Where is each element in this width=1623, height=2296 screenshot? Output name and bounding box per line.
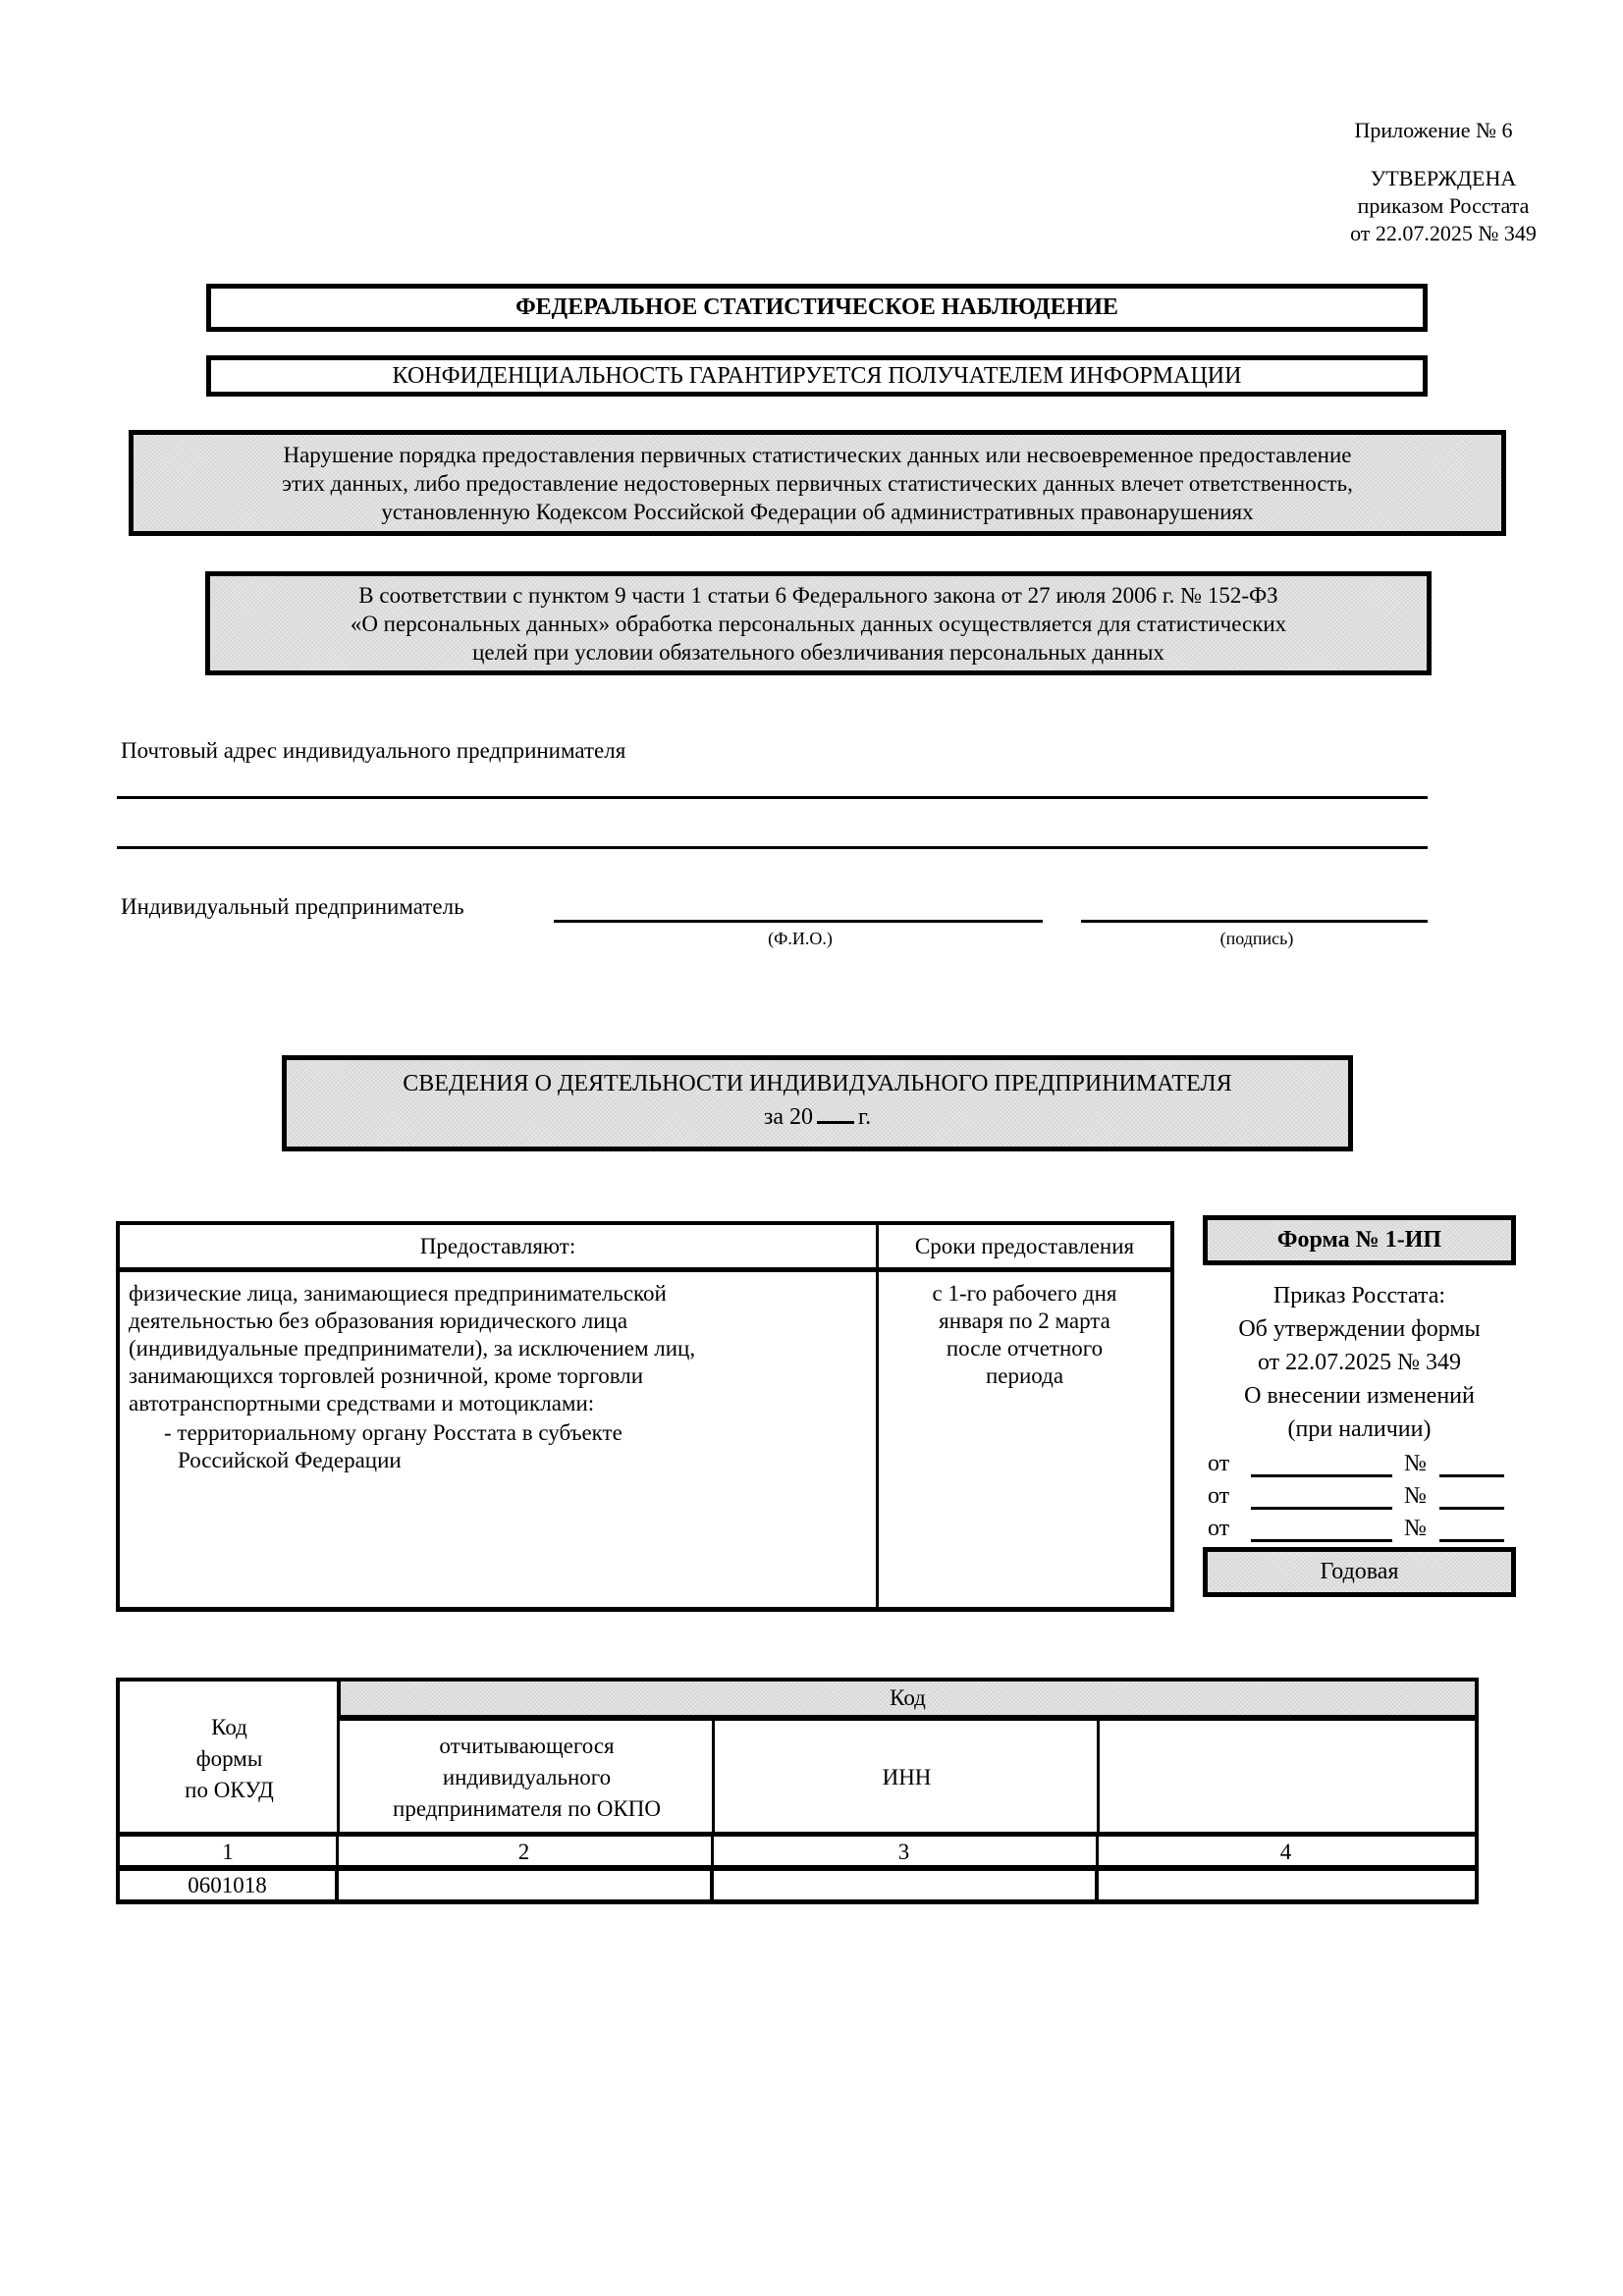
fio-field[interactable] [554, 920, 1043, 923]
approval-line: от 22.07.2025 № 349 [1350, 221, 1537, 245]
form-number-box: Форма № 1-ИП [1203, 1215, 1516, 1265]
approval-note [1267, 165, 1620, 247]
header-deadline: Сроки предоставления [914, 1233, 1135, 1258]
okpo-header [337, 1719, 714, 1836]
violation-notice [129, 430, 1506, 536]
text-line: периода [985, 1363, 1064, 1388]
code-table [116, 1678, 1479, 1913]
notice-line: Нарушение порядка предоставления первичных статистических данных или несвоевременное предоставление [283, 443, 1352, 467]
report-title: СВЕДЕНИЯ О ДЕЯТЕЛЬНОСТИ ИНДИВИДУАЛЬНОГО ПРЕДПРИНИМАТЕЛЯ [403, 1071, 1232, 1096]
recipient-item [129, 1419, 865, 1474]
from-label: от [1208, 1516, 1230, 1541]
text-line: с 1-го рабочего дня [932, 1281, 1117, 1306]
signature-caption: (подпись) [1219, 929, 1294, 948]
okpo-value-field[interactable] [337, 1865, 714, 1904]
order-line: (при наличии) [1287, 1416, 1432, 1442]
amendment-number-field[interactable] [1439, 1539, 1504, 1542]
notice-line: «О персональных данных» обработка персональных данных осуществляется для статистических [350, 612, 1287, 636]
personal-data-notice [205, 571, 1432, 675]
amendment-row [1208, 1451, 1512, 1484]
notice-line: целей при условии обязательного обезличивания персональных данных [472, 640, 1164, 665]
header-line: предпринимателя по ОКПО [393, 1795, 661, 1821]
deadline-text [879, 1280, 1170, 1390]
year-suffix: г. [858, 1104, 872, 1130]
signature-field[interactable] [1081, 920, 1428, 923]
header-line: формы [195, 1745, 263, 1771]
amendment-date-field[interactable] [1251, 1474, 1392, 1477]
notice-line: установленную Кодексом Российской Федерации об административных правонарушениях [381, 500, 1254, 524]
text-line: деятельностью без образования юридического лица [129, 1308, 628, 1333]
header-line: индивидуального [442, 1764, 612, 1789]
text-line: Российской Федерации [178, 1448, 402, 1472]
report-year [287, 1099, 1348, 1133]
postal-address-label: Почтовый адрес индивидуального предпринимателя [121, 738, 626, 763]
header-line: Код [211, 1714, 247, 1739]
inn-header: ИНН [712, 1719, 1099, 1836]
header-line: по ОКУД [185, 1777, 274, 1802]
entrepreneur-label: Индивидуальный предприниматель [121, 894, 464, 919]
amendment-number-field[interactable] [1439, 1507, 1504, 1510]
text-line: после отчетного [946, 1336, 1104, 1361]
number-label: № [1404, 1451, 1427, 1476]
header-line: отчитывающегося [439, 1733, 615, 1758]
appendix-label: Приложение № 6 [1354, 118, 1513, 142]
order-line: Об утверждении формы [1238, 1316, 1481, 1342]
fio-caption: (Ф.И.О.) [768, 929, 833, 948]
year-field[interactable] [817, 1099, 854, 1124]
order-info [1203, 1279, 1516, 1446]
text-line: января по 2 марта [939, 1308, 1110, 1333]
inn-value-field[interactable] [712, 1865, 1099, 1904]
amendment-row [1208, 1516, 1512, 1549]
amendment-number-field[interactable] [1439, 1474, 1504, 1477]
col4-header [1097, 1719, 1479, 1836]
from-label: от [1208, 1451, 1230, 1476]
okud-header [116, 1678, 339, 1836]
confidentiality-banner: КОНФИДЕНЦИАЛЬНОСТЬ ГАРАНТИРУЕТСЯ ПОЛУЧАТЕЛЕМ ИНФОРМАЦИИ [206, 355, 1428, 397]
who-submits-text [129, 1280, 865, 1474]
year-prefix: за 20 [763, 1104, 813, 1130]
notice-line: В соответствии с пунктом 9 части 1 статьи 6 Федерального закона от 27 июля 2006 г. № 152-ФЗ [358, 583, 1278, 608]
header-who-submits: Предоставляют: [419, 1233, 576, 1258]
col-number: 3 [712, 1832, 1099, 1867]
approval-line: приказом Росстата [1357, 193, 1530, 218]
col-number: 1 [116, 1832, 339, 1867]
notice-line: этих данных, либо предоставление недостоверных первичных статистических данных влечет ответственность, [282, 471, 1353, 496]
approval-line: УТВЕРЖДЕНА [1370, 166, 1517, 190]
code-group-header: Код [337, 1678, 1479, 1721]
order-line: от 22.07.2025 № 349 [1257, 1350, 1462, 1375]
amendment-row [1208, 1483, 1512, 1517]
text-line: занимающихся торговлей розничной, кроме торговли [129, 1363, 644, 1388]
text-line: - территориальному органу Росстата в субъекте [164, 1420, 622, 1445]
postal-address-field-1[interactable] [117, 796, 1428, 799]
from-label: от [1208, 1483, 1230, 1509]
col4-value-field[interactable] [1097, 1865, 1479, 1904]
order-line: Приказ Росстата: [1272, 1283, 1446, 1308]
submission-table [116, 1221, 1174, 1612]
postal-address-field-2[interactable] [117, 846, 1428, 849]
okud-code-value: 0601018 [116, 1865, 339, 1904]
amendment-date-field[interactable] [1251, 1539, 1392, 1542]
periodicity-box: Годовая [1203, 1547, 1516, 1597]
number-label: № [1404, 1516, 1427, 1541]
text-line: (индивидуальные предприниматели), за исключением лиц, [129, 1336, 696, 1361]
federal-observation-banner: ФЕДЕРАЛЬНОЕ СТАТИСТИЧЕСКОЕ НАБЛЮДЕНИЕ [206, 284, 1428, 332]
report-title-box [282, 1055, 1353, 1151]
amendment-date-field[interactable] [1251, 1507, 1392, 1510]
number-label: № [1404, 1483, 1427, 1509]
text-line: автотранспортными средствами и мотоциклами: [129, 1391, 595, 1415]
text-line: физические лица, занимающиеся предпринимательской [129, 1281, 667, 1306]
col-number: 2 [337, 1832, 714, 1867]
col-number: 4 [1097, 1832, 1479, 1867]
order-line: О внесении изменений [1244, 1383, 1475, 1409]
